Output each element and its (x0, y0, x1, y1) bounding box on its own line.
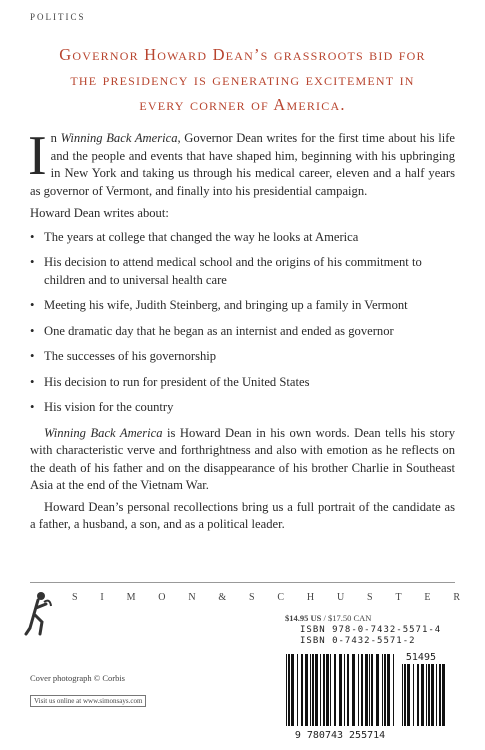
isbn-10: ISBN 0-7432-5571-2 (300, 636, 416, 646)
barcode-bar (312, 654, 314, 726)
publisher-letter: S (249, 592, 262, 603)
closing-paragraph: Howard Dean’s personal recollections bring us a full portrait of the candidate as a father, a husband, a son, and as a political leader. (30, 499, 455, 531)
barcode-bar (417, 664, 419, 726)
barcode-bar (352, 654, 355, 726)
publisher-letter: S (72, 592, 85, 603)
barcode-bar (369, 654, 370, 726)
publisher-letter: O (158, 592, 173, 603)
barcode-bar (428, 664, 430, 726)
barcode-bar (347, 654, 349, 726)
list-item: • His decision to attend medical school and the origins of his commitment to children and to universal health care (30, 254, 455, 289)
category-label: POLITICS (30, 12, 86, 22)
intro-text: , Governor Dean writes for the first time about his life and the people and events that have shaped him, beginning with his upbringing in New York and taking us through his medical career, eleven and a half years as governor of Vermont, and finally into his presidential campaign. (30, 131, 455, 198)
barcode-bar (426, 664, 427, 726)
headline-line: the presidency is generating excitement in (70, 70, 415, 89)
barcode-bar (442, 664, 445, 726)
barcode-bar (387, 654, 390, 726)
price-code: 51495 (405, 652, 436, 663)
publisher-letter: C (277, 592, 292, 603)
barcode-bar (421, 664, 424, 726)
publisher-letter: T (395, 592, 409, 603)
website-notice: Visit us online at www.simonsays.com (30, 695, 146, 707)
headline-line: Governor Howard Dean’s grassroots bid for (59, 45, 426, 64)
list-item: • His vision for the country (30, 399, 455, 417)
barcode-bar (365, 654, 368, 726)
publisher-letter: S (367, 592, 380, 603)
barcode-bar (286, 654, 287, 726)
barcode-bar (402, 664, 403, 726)
book-title: Winning Back America (60, 131, 178, 145)
barcode-bar (376, 654, 379, 726)
barcode-bar (305, 654, 308, 726)
barcode-bar (339, 654, 342, 726)
publisher-letter: E (424, 592, 438, 603)
barcode-bar (436, 664, 437, 726)
barcode-bar (301, 654, 303, 726)
barcode-bar (439, 664, 441, 726)
barcode-bar (315, 654, 318, 726)
publisher-name (72, 592, 467, 603)
price-us: $14.95 US (285, 613, 322, 623)
barcode-bar (297, 654, 298, 726)
price (285, 613, 371, 623)
publisher-letter: & (218, 592, 234, 603)
isbn-block (300, 625, 441, 647)
isbn-13: ISBN 978-0-7432-5571-4 (300, 625, 442, 635)
barcode-bar (288, 654, 290, 726)
barcode-bar (393, 654, 394, 726)
barcode-bar (310, 654, 311, 726)
list-item: • One dramatic day that he began as an internist and ended as governor (30, 323, 455, 341)
barcode-bar (344, 654, 345, 726)
intro-paragraph (28, 125, 455, 200)
barcode-bar (404, 664, 406, 726)
publisher-letter: I (100, 592, 111, 603)
barcode-bar (334, 654, 336, 726)
writes-about-heading: Howard Dean writes about: (30, 206, 169, 220)
ean-digits: 9 780743 255714 (294, 730, 386, 740)
photo-credit: Cover photograph © Corbis (30, 673, 125, 683)
barcode-bar (384, 654, 386, 726)
divider (30, 582, 455, 583)
barcode-bar (326, 654, 329, 726)
headline (20, 42, 465, 117)
sower-logo-icon (24, 588, 54, 638)
barcode-bar (330, 654, 331, 726)
barcode-bar (358, 654, 359, 726)
list-item: • His decision to run for president of the United States (30, 374, 455, 392)
list-item: • Meeting his wife, Judith Steinberg, and bringing up a family in Vermont (30, 297, 455, 315)
publisher-letter: N (188, 592, 203, 603)
barcode-icon (282, 648, 450, 740)
publisher-letter: R (453, 592, 467, 603)
list-item: • The years at college that changed the way he looks at America (30, 229, 455, 247)
publisher-letter: H (306, 592, 322, 603)
barcode-bar (371, 654, 373, 726)
summary-text: is Howard Dean in his own words. Dean tells his story with characteristic verve and forthrightness and also with emotion as he reflects on the death of his father and on the disappearance of his brother Charlie in Southeast Asia at the end of the Vietnam War. (30, 425, 455, 492)
list-item: • The successes of his governorship (30, 348, 455, 366)
publisher-letter: U (336, 592, 352, 603)
body-copy (28, 125, 455, 534)
barcode-bar (407, 664, 410, 726)
barcode-bar (323, 654, 325, 726)
drop-cap: I (28, 125, 47, 187)
intro-start: n (50, 131, 61, 145)
barcode-bar (431, 664, 434, 726)
topic-list (30, 229, 455, 417)
book-title: Winning Back America (44, 425, 163, 440)
publisher-letter: M (126, 592, 143, 603)
barcode-bar (291, 654, 294, 726)
price-can: / $17.50 CAN (321, 613, 372, 623)
barcode-bar (320, 654, 321, 726)
barcode-bar (382, 654, 383, 726)
summary-paragraph (30, 425, 455, 495)
headline-line: every corner of America. (139, 95, 346, 114)
barcode-bar (361, 654, 363, 726)
barcode-bar (413, 664, 414, 726)
